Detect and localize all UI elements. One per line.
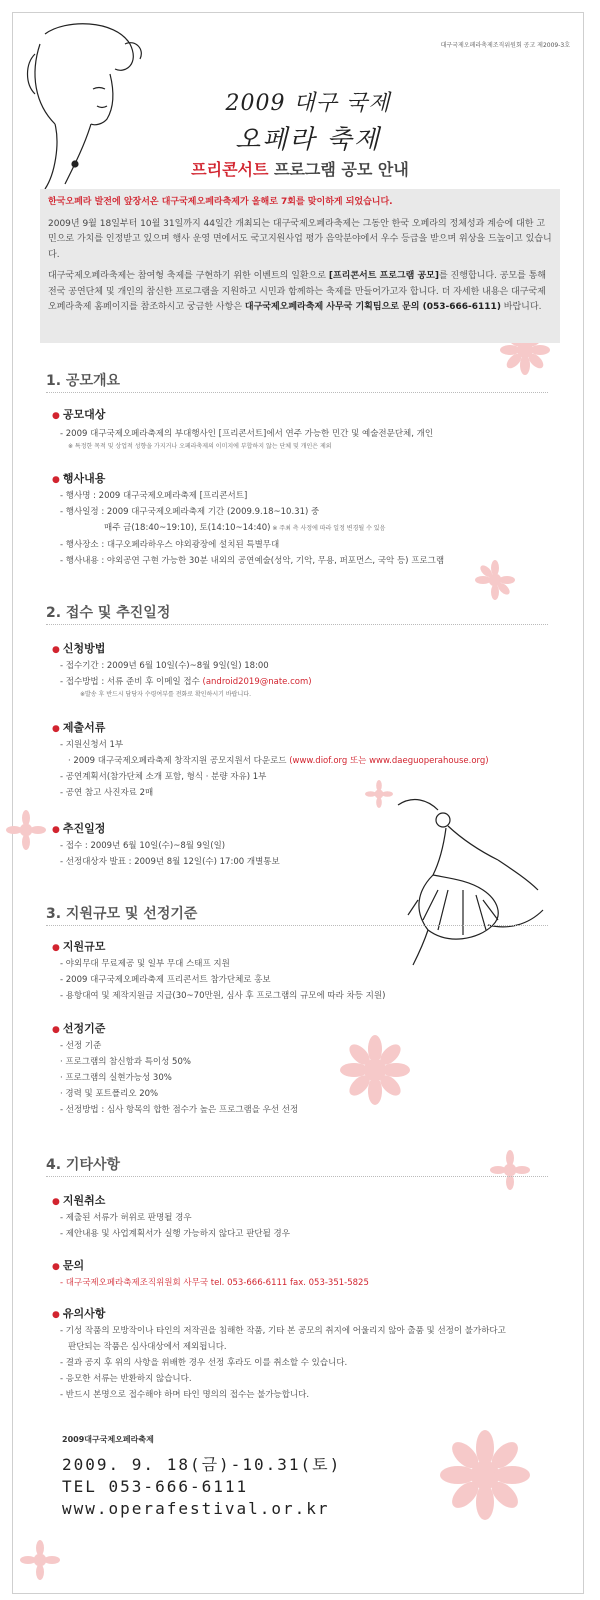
festival-title — [218, 86, 398, 156]
intro-paragraph-2: 대구국제오페라축제는 참여형 축제를 구현하기 위한 이벤트의 일환으로 [프리콘서트 프로그램 공모]를 진행합니다. 공모를 통해 전국 공연단체 및 개인의 참신한 프로그램을 지원하고 시민과 함께하는 축제를 만들어가고자 합니다. 더 자세한 내용은 대구국제오페라축제 홈페이지를 참조하시고 궁금한 사항은 대구국제오페라축제 사무국 기획팀으로 문의 (053-666-6111) 바랍니다. — [48, 271, 547, 312]
criteria-content: - 선정 기준 · 프로그램의 참신함과 특이성 50% · 프로그램의 실현가능성 30% · 경력 및 포트폴리오 20% - 선정방법 : 심사 항목의 합한 점수가 높은 프로그램을 우선 선정 — [60, 1041, 299, 1115]
subheading-apply: ● 신청방법 — [52, 640, 105, 656]
footer-organizer: 2009대구국제오페라축제 — [62, 1435, 154, 1444]
footer-web: www.operafestival.or.kr — [62, 1499, 330, 1518]
target-content: - 2009 대구국제오페라축제의 부대행사인 [프리콘서트]에서 연주 가능한 민간 및 예술전문단체, 개인 ※ 특정한 목적 및 상업적 성향을 가지거나 오페라축제의 이미지에 부합하지 않는 단체 및 개인은 제외 — [60, 429, 434, 450]
footer-handwritten — [62, 1454, 341, 1520]
flower-icon — [6, 810, 46, 850]
documents-content: - 지원신청서 1부 · 2009 대구국제오페라축제 창작지원 공모지원서 다운로드 (www.diof.org 또는 www.daeguoperahouse.org) - 공연계획서(참가단체 소개 포함, 형식 · 분량 자유) 1부 - 공연 참고 사진자료 2매 — [60, 740, 489, 798]
subheading-contact: ● 문의 — [52, 1257, 84, 1273]
section-divider — [46, 925, 548, 926]
section-divider — [46, 624, 548, 625]
footer-date: 2009. 9. 18(금)-10.31(토) — [62, 1455, 342, 1474]
apply-content: - 접수기간 : 2009년 6월 10일(수)~8월 9일(일) 18:00 - 접수방법 : 서류 준비 후 이메일 접수 (android2019@nate.com) ※발송 후 반드시 담당자 수령여부를 전화로 확인하시기 바랍니다. — [60, 661, 312, 698]
section-title-3: 3. 지원규모 및 선정기준 — [46, 906, 198, 922]
subheading-documents: ● 제출서류 — [52, 719, 105, 735]
notice-number: 대구국제오페라축제조직위원회 공고 제2009-3호 — [440, 42, 570, 49]
cancel-content: - 제출된 서류가 허위로 판명될 경우 - 제안내용 및 사업계획서가 실행 가능하지 않다고 판단될 경우 — [60, 1213, 290, 1239]
dancer-sketch-icon — [388, 790, 548, 970]
section-divider — [46, 1176, 548, 1177]
flower-icon — [490, 1150, 530, 1190]
page-subtitle — [0, 157, 600, 180]
intro-paragraph-1: 2009년 9월 18일부터 10월 31일까지 44일간 개최되는 대구국제오페라축제는 그동안 한국 오페라의 정체성과 계승에 대한 고민으로 가치를 인정받고 있으며 행사 운영 면에서도 국고지원사업 평가 음악분야에서 우수 등급을 받으며 위상을 드높이고 있습니다. — [48, 218, 552, 260]
subheading-criteria: ● 선정기준 — [52, 1020, 105, 1036]
subheading-cancel: ● 지원취소 — [52, 1192, 105, 1208]
title-line-1: 2009 대구 국제 — [225, 91, 391, 116]
schedule-content: - 접수 : 2009년 6월 10일(수)~8월 9일(일) - 선정대상자 발표 : 2009년 8월 12일(수) 17:00 개별통보 — [60, 841, 280, 867]
subheading-event: ● 행사내용 — [52, 470, 105, 486]
footer-tel: TEL 053-666-6111 — [62, 1477, 249, 1496]
subtitle-rest: 프로그램 공모 안내 — [268, 160, 409, 179]
section-title-2: 2. 접수 및 추진일정 — [46, 605, 171, 621]
intro-box — [40, 189, 560, 343]
section-title-1: 1. 공모개요 — [46, 373, 121, 389]
contact-content: - 대구국제오페라축제조직위원회 사무국 tel. 053-666-6111 fax. 053-351-5825 — [60, 1278, 369, 1288]
title-line-2: 오페라 축제 — [235, 125, 381, 155]
subheading-scale: ● 지원규모 — [52, 938, 105, 954]
event-content: - 행사명 : 2009 대구국제오페라축제 [프리콘서트] - 행사일정 : 2009 대구국제오페라축제 기간 (2009.9.18~10.31) 중 매주 금(18:40~19:10), 토(14:10~14:40) ※ 주최 측 사정에 따라 일정 변경될 수 있음 - 행사장소 : 대구오페라하우스 야외광장에 설치된 특별무대 - 행사내용 : 야외공연 구현 가능한 30분 내외의 공연예술(성악, 기악, 무용, 퍼포먼스, 국악 등) 프로그램 — [60, 491, 445, 566]
caution-content: - 기성 작품의 모방작이나 타인의 저작권을 침해한 작품, 기타 본 공모의 취지에 어울리지 않아 출품 및 선정이 불가하다고 판단되는 작품은 심사대상에서 제외됩니다. - 결과 공지 후 위의 사항을 위배한 경우 선정 후라도 이를 취소할 수 있습니다. - 응모한 서류는 반환하지 않습니다. - 반드시 본명으로 접수해야 하며 타인 명의의 접수는 불가능합니다. — [60, 1326, 506, 1400]
subheading-schedule: ● 추진일정 — [52, 820, 105, 836]
scale-content: - 야외무대 무료제공 및 일부 무대 스태프 지원 - 2009 대구국제오페라축제 프리콘서트 참가단체로 홍보 - 용항대여 및 제작지원금 지급(30~70만원, 심사 후 프로그램의 규모에 따라 차등 지원) — [60, 959, 386, 1001]
flower-icon — [440, 1430, 530, 1520]
subtitle-highlight: 프리콘서트 — [191, 160, 269, 179]
subheading-caution: ● 유의사항 — [52, 1305, 105, 1321]
subheading-target: ● 공모대상 — [52, 406, 105, 422]
section-divider — [46, 392, 548, 393]
intro-headline: 한국오페라 발전에 앞장서온 대구국제오페라축제가 올해로 7회를 맞이하게 되었습니다. — [48, 197, 393, 207]
section-title-4: 4. 기타사항 — [46, 1157, 121, 1173]
flower-icon — [20, 1540, 60, 1580]
